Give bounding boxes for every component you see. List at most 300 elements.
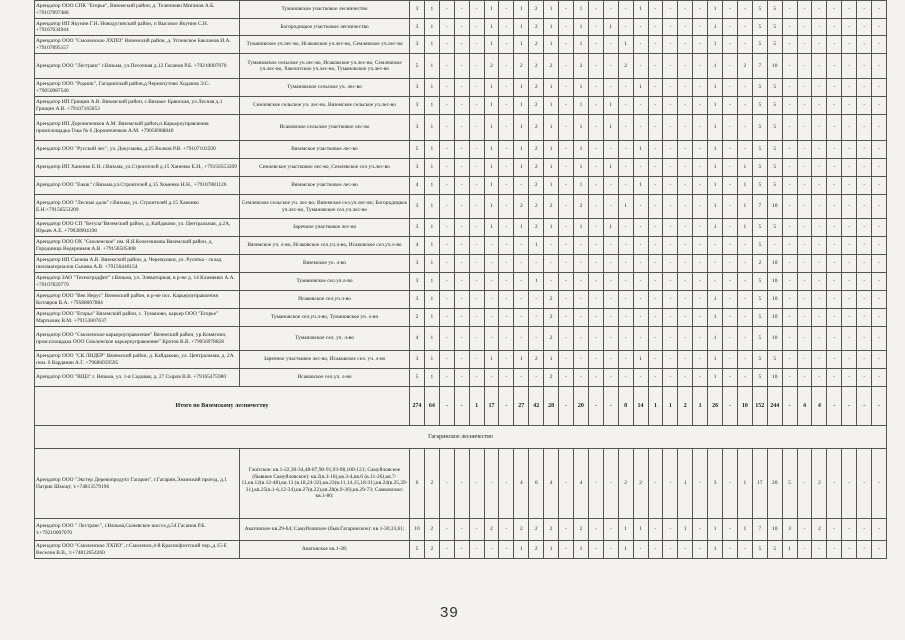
- value-cell: -: [603, 309, 618, 327]
- value-cell: -: [842, 36, 857, 54]
- value-cell: 1: [544, 79, 559, 97]
- value-cell: -: [573, 291, 588, 309]
- value-cell: 10: [767, 273, 782, 291]
- value-cell: 2: [529, 159, 544, 177]
- value-cell: 1: [618, 519, 633, 541]
- value-cell: -: [484, 541, 499, 559]
- value-cell: -: [648, 1, 663, 19]
- value-cell: 1: [424, 141, 439, 159]
- total-value-cell: -: [827, 387, 842, 426]
- value-cell: -: [648, 36, 663, 54]
- value-cell: -: [782, 115, 797, 141]
- value-cell: -: [603, 327, 618, 351]
- value-cell: -: [618, 237, 633, 255]
- value-cell: 1: [708, 351, 723, 369]
- value-cell: -: [857, 79, 872, 97]
- value-cell: 2: [544, 309, 559, 327]
- value-cell: -: [559, 219, 574, 237]
- value-cell: -: [782, 291, 797, 309]
- value-cell: 1: [514, 115, 529, 141]
- value-cell: -: [588, 237, 603, 255]
- value-cell: -: [648, 327, 663, 351]
- value-cell: -: [499, 309, 514, 327]
- forestry-cell: Акатовское кв.1-28;: [240, 541, 410, 559]
- value-cell: 1: [573, 219, 588, 237]
- value-cell: -: [782, 327, 797, 351]
- value-cell: -: [454, 273, 469, 291]
- value-cell: -: [633, 309, 648, 327]
- value-cell: -: [454, 115, 469, 141]
- value-cell: 1: [544, 115, 559, 141]
- value-cell: -: [499, 291, 514, 309]
- value-cell: -: [872, 237, 887, 255]
- value-cell: -: [723, 237, 738, 255]
- value-cell: -: [708, 273, 723, 291]
- value-cell: -: [588, 36, 603, 54]
- value-cell: 5: [752, 369, 767, 387]
- value-cell: -: [827, 115, 842, 141]
- value-cell: 5: [752, 309, 767, 327]
- value-cell: 1: [484, 79, 499, 97]
- value-cell: -: [603, 195, 618, 219]
- value-cell: 1: [618, 36, 633, 54]
- value-cell: -: [842, 255, 857, 273]
- value-cell: 3: [410, 36, 425, 54]
- value-cell: 1: [708, 309, 723, 327]
- value-cell: -: [499, 19, 514, 36]
- value-cell: 1: [544, 541, 559, 559]
- value-cell: 2: [812, 449, 827, 519]
- value-cell: -: [633, 97, 648, 115]
- value-cell: 2: [529, 219, 544, 237]
- value-cell: 1: [424, 97, 439, 115]
- value-cell: -: [827, 36, 842, 54]
- value-cell: 1: [573, 115, 588, 141]
- value-cell: 1: [633, 79, 648, 97]
- value-cell: -: [857, 273, 872, 291]
- value-cell: 1: [603, 115, 618, 141]
- value-cell: -: [648, 115, 663, 141]
- value-cell: -: [842, 1, 857, 19]
- value-cell: -: [812, 79, 827, 97]
- value-cell: 2: [529, 115, 544, 141]
- value-cell: -: [439, 79, 454, 97]
- value-cell: -: [469, 141, 484, 159]
- value-cell: 10: [767, 309, 782, 327]
- value-cell: -: [648, 159, 663, 177]
- value-cell: -: [663, 97, 678, 115]
- value-cell: 1: [603, 219, 618, 237]
- value-cell: 10: [767, 195, 782, 219]
- value-cell: -: [708, 237, 723, 255]
- value-cell: -: [633, 159, 648, 177]
- value-cell: -: [663, 291, 678, 309]
- lessee-cell: Арендатор ИП Сычева А.В. Вяземский район, д. Черемушки, ул. Русятка - склад пиломатериалов Сычева А.В. +79156440154: [35, 255, 240, 273]
- value-cell: 1: [737, 159, 752, 177]
- value-cell: -: [827, 327, 842, 351]
- value-cell: -: [559, 177, 574, 195]
- value-cell: 2: [529, 19, 544, 36]
- value-cell: 1: [782, 541, 797, 559]
- value-cell: -: [469, 36, 484, 54]
- value-cell: 3: [410, 195, 425, 219]
- value-cell: -: [559, 97, 574, 115]
- value-cell: -: [842, 177, 857, 195]
- value-cell: -: [678, 327, 693, 351]
- value-cell: 5: [767, 79, 782, 97]
- forestry-cell: Вяземское уч. л-во, Исаковское сел.уч.л-во, Исаковское сел.уч.л-во: [240, 237, 410, 255]
- value-cell: 2: [544, 519, 559, 541]
- value-cell: -: [782, 273, 797, 291]
- value-cell: 2: [529, 541, 544, 559]
- value-cell: 1: [708, 291, 723, 309]
- value-cell: -: [439, 1, 454, 19]
- value-cell: -: [797, 351, 812, 369]
- lessee-cell: Арендатор ЗАО "Техноградфит" г.Вязьма, ул. Элеваторная, в р-не д. 14 Клименко А.А. +79107829779: [35, 273, 240, 291]
- value-cell: 1: [708, 54, 723, 79]
- value-cell: -: [678, 1, 693, 19]
- value-cell: 4: [410, 177, 425, 195]
- forestry-cell: Тумановское сел.уч.л-во: [240, 273, 410, 291]
- value-cell: 5: [767, 351, 782, 369]
- value-cell: 10: [767, 327, 782, 351]
- value-cell: 3: [410, 219, 425, 237]
- value-cell: -: [812, 97, 827, 115]
- value-cell: 1: [708, 79, 723, 97]
- value-cell: -: [439, 351, 454, 369]
- value-cell: -: [872, 541, 887, 559]
- value-cell: -: [588, 79, 603, 97]
- value-cell: -: [693, 541, 708, 559]
- value-cell: -: [633, 36, 648, 54]
- value-cell: -: [439, 115, 454, 141]
- value-cell: 1: [633, 1, 648, 19]
- value-cell: -: [469, 79, 484, 97]
- total-value-cell: 244: [767, 387, 782, 426]
- value-cell: -: [559, 1, 574, 19]
- value-cell: 1: [514, 1, 529, 19]
- value-cell: 2: [544, 54, 559, 79]
- value-cell: -: [648, 309, 663, 327]
- value-cell: -: [633, 195, 648, 219]
- value-cell: -: [678, 97, 693, 115]
- value-cell: -: [529, 309, 544, 327]
- value-cell: -: [812, 219, 827, 237]
- document-sheet: [34, 0, 886, 559]
- value-cell: -: [723, 273, 738, 291]
- value-cell: 1: [573, 141, 588, 159]
- value-cell: -: [857, 54, 872, 79]
- value-cell: -: [544, 255, 559, 273]
- value-cell: -: [872, 1, 887, 19]
- value-cell: -: [842, 79, 857, 97]
- value-cell: -: [663, 141, 678, 159]
- value-cell: -: [588, 369, 603, 387]
- value-cell: -: [544, 237, 559, 255]
- value-cell: 2: [529, 54, 544, 79]
- value-cell: -: [454, 309, 469, 327]
- value-cell: -: [648, 237, 663, 255]
- value-cell: -: [559, 36, 574, 54]
- value-cell: -: [633, 291, 648, 309]
- value-cell: 1: [573, 541, 588, 559]
- value-cell: -: [439, 19, 454, 36]
- value-cell: -: [693, 273, 708, 291]
- table-row: [35, 79, 887, 97]
- value-cell: -: [842, 115, 857, 141]
- value-cell: 1: [424, 273, 439, 291]
- value-cell: -: [484, 449, 499, 519]
- value-cell: -: [439, 54, 454, 79]
- value-cell: 5: [752, 159, 767, 177]
- value-cell: -: [469, 237, 484, 255]
- total-value-cell: -: [723, 387, 738, 426]
- total-value-cell: -: [499, 387, 514, 426]
- value-cell: -: [648, 195, 663, 219]
- table-row: [35, 519, 887, 541]
- value-cell: 1: [424, 369, 439, 387]
- value-cell: -: [693, 159, 708, 177]
- value-cell: 1: [484, 351, 499, 369]
- value-cell: 1: [573, 1, 588, 19]
- lessee-table: [34, 0, 887, 559]
- value-cell: 10: [767, 255, 782, 273]
- value-cell: 5: [752, 237, 767, 255]
- value-cell: -: [842, 54, 857, 79]
- value-cell: 2: [424, 541, 439, 559]
- value-cell: -: [573, 369, 588, 387]
- lessee-cell: Арендатор ООО "Экстер Деревопродукт Гагарин", г.Гагарин,Эжинский проезд, д.1 Патрик Шмоцт, т.+74813579196: [35, 449, 240, 519]
- value-cell: -: [723, 19, 738, 36]
- value-cell: -: [842, 291, 857, 309]
- value-cell: -: [678, 541, 693, 559]
- value-cell: -: [797, 449, 812, 519]
- value-cell: -: [618, 141, 633, 159]
- value-cell: -: [439, 273, 454, 291]
- value-cell: 2: [424, 519, 439, 541]
- value-cell: -: [782, 309, 797, 327]
- value-cell: -: [499, 369, 514, 387]
- value-cell: -: [573, 351, 588, 369]
- value-cell: -: [842, 327, 857, 351]
- total-value-cell: 152: [752, 387, 767, 426]
- value-cell: -: [663, 309, 678, 327]
- value-cell: 1: [529, 273, 544, 291]
- value-cell: 5: [752, 273, 767, 291]
- total-value-cell: 4: [812, 387, 827, 426]
- value-cell: -: [737, 237, 752, 255]
- value-cell: -: [514, 273, 529, 291]
- value-cell: -: [663, 273, 678, 291]
- value-cell: -: [857, 97, 872, 115]
- value-cell: -: [499, 79, 514, 97]
- value-cell: -: [678, 115, 693, 141]
- value-cell: -: [857, 351, 872, 369]
- value-cell: -: [842, 273, 857, 291]
- value-cell: -: [812, 273, 827, 291]
- value-cell: -: [454, 541, 469, 559]
- value-cell: 5: [767, 541, 782, 559]
- value-cell: -: [827, 309, 842, 327]
- value-cell: -: [842, 309, 857, 327]
- value-cell: 3: [410, 115, 425, 141]
- value-cell: -: [827, 237, 842, 255]
- value-cell: -: [842, 449, 857, 519]
- value-cell: 1: [424, 351, 439, 369]
- value-cell: -: [678, 219, 693, 237]
- value-cell: -: [678, 141, 693, 159]
- value-cell: -: [603, 255, 618, 273]
- value-cell: -: [559, 369, 574, 387]
- value-cell: -: [454, 79, 469, 97]
- value-cell: -: [469, 1, 484, 19]
- table-row: [35, 141, 887, 159]
- value-cell: -: [678, 291, 693, 309]
- value-cell: -: [693, 291, 708, 309]
- value-cell: -: [663, 255, 678, 273]
- value-cell: -: [603, 369, 618, 387]
- value-cell: -: [737, 369, 752, 387]
- value-cell: 10: [767, 519, 782, 541]
- value-cell: -: [618, 97, 633, 115]
- value-cell: -: [797, 36, 812, 54]
- value-cell: -: [693, 327, 708, 351]
- value-cell: -: [559, 327, 574, 351]
- value-cell: -: [872, 219, 887, 237]
- value-cell: -: [678, 54, 693, 79]
- value-cell: -: [499, 97, 514, 115]
- forestry-cell: Богородицкое участковое лесничество: [240, 19, 410, 36]
- value-cell: -: [588, 273, 603, 291]
- total-value-cell: 1: [469, 387, 484, 426]
- lessee-cell: Арендатор ООО "ВЩЗ" г. Вязьма, ул. 1-я Садовая, д. 27 Сыров В.В. +79165475980: [35, 369, 240, 387]
- value-cell: 1: [514, 36, 529, 54]
- value-cell: 1: [424, 327, 439, 351]
- lessee-cell: Арендатор ООО "Ежик" г.Вязьма,ул.Строителей д.15 Хоменко Н.Н., +79107881126: [35, 177, 240, 195]
- value-cell: 7: [752, 519, 767, 541]
- table-row: [35, 97, 887, 115]
- value-cell: -: [633, 54, 648, 79]
- value-cell: -: [499, 115, 514, 141]
- value-cell: 2: [529, 141, 544, 159]
- value-cell: -: [872, 177, 887, 195]
- value-cell: -: [648, 54, 663, 79]
- value-cell: -: [439, 541, 454, 559]
- value-cell: -: [514, 327, 529, 351]
- value-cell: 2: [737, 54, 752, 79]
- value-cell: 5: [767, 19, 782, 36]
- value-cell: -: [812, 36, 827, 54]
- value-cell: 1: [529, 237, 544, 255]
- value-cell: -: [827, 449, 842, 519]
- value-cell: 2: [573, 54, 588, 79]
- value-cell: 1: [708, 195, 723, 219]
- lessee-cell: Арендатор ИП Дорониченков А.М. Вяземский район,п.Карьероуправления промплощадка Гока № 6 Дорониченков А.М. +79056988846: [35, 115, 240, 141]
- value-cell: -: [469, 177, 484, 195]
- value-cell: 1: [424, 79, 439, 97]
- value-cell: 2: [410, 309, 425, 327]
- value-cell: 1: [737, 449, 752, 519]
- value-cell: -: [469, 97, 484, 115]
- value-cell: -: [499, 36, 514, 54]
- value-cell: -: [827, 97, 842, 115]
- value-cell: -: [693, 449, 708, 519]
- value-cell: -: [797, 291, 812, 309]
- value-cell: 1: [424, 195, 439, 219]
- forestry-cell: Вяземское уч. л-во: [240, 255, 410, 273]
- value-cell: -: [514, 237, 529, 255]
- value-cell: -: [618, 351, 633, 369]
- value-cell: -: [559, 19, 574, 36]
- value-cell: -: [529, 327, 544, 351]
- value-cell: 1: [424, 36, 439, 54]
- value-cell: -: [618, 309, 633, 327]
- value-cell: -: [827, 54, 842, 79]
- value-cell: 1: [424, 291, 439, 309]
- value-cell: -: [588, 97, 603, 115]
- value-cell: 5: [752, 36, 767, 54]
- value-cell: -: [603, 177, 618, 195]
- lessee-cell: Арендатор ООО СПК "Егорье", Вяземский район, д. Телепнево Миганов А.Б. +79107897488: [35, 1, 240, 19]
- table-row: [35, 541, 887, 559]
- value-cell: -: [648, 351, 663, 369]
- value-cell: 5: [752, 115, 767, 141]
- value-cell: 1: [573, 36, 588, 54]
- value-cell: -: [797, 97, 812, 115]
- value-cell: -: [469, 54, 484, 79]
- value-cell: 1: [573, 97, 588, 115]
- forestry-cell: Исаковское сел.уч. л-во: [240, 369, 410, 387]
- table-row: [35, 195, 887, 219]
- value-cell: -: [678, 309, 693, 327]
- table-row: [35, 351, 887, 369]
- value-cell: -: [573, 309, 588, 327]
- value-cell: -: [857, 369, 872, 387]
- value-cell: -: [737, 115, 752, 141]
- value-cell: 1: [708, 141, 723, 159]
- value-cell: -: [782, 141, 797, 159]
- value-cell: 1: [544, 177, 559, 195]
- value-cell: -: [588, 519, 603, 541]
- value-cell: -: [693, 19, 708, 36]
- table-row: [35, 449, 887, 519]
- value-cell: -: [693, 141, 708, 159]
- value-cell: -: [737, 309, 752, 327]
- value-cell: -: [648, 273, 663, 291]
- value-cell: -: [872, 369, 887, 387]
- value-cell: -: [723, 177, 738, 195]
- value-cell: -: [559, 159, 574, 177]
- value-cell: -: [588, 351, 603, 369]
- forestry-cell: Семлевское участковое лес-во, Семлевское сел уч.лес-во: [240, 159, 410, 177]
- value-cell: -: [797, 177, 812, 195]
- value-cell: -: [454, 351, 469, 369]
- value-cell: -: [872, 97, 887, 115]
- value-cell: -: [588, 177, 603, 195]
- value-cell: 1: [708, 177, 723, 195]
- value-cell: -: [633, 273, 648, 291]
- value-cell: 1: [424, 237, 439, 255]
- value-cell: -: [663, 54, 678, 79]
- value-cell: -: [648, 541, 663, 559]
- section-header-row: [35, 426, 887, 449]
- value-cell: 5: [767, 159, 782, 177]
- value-cell: -: [648, 177, 663, 195]
- total-value-cell: -: [872, 387, 887, 426]
- value-cell: -: [454, 36, 469, 54]
- value-cell: -: [499, 159, 514, 177]
- table-row: [35, 1, 887, 19]
